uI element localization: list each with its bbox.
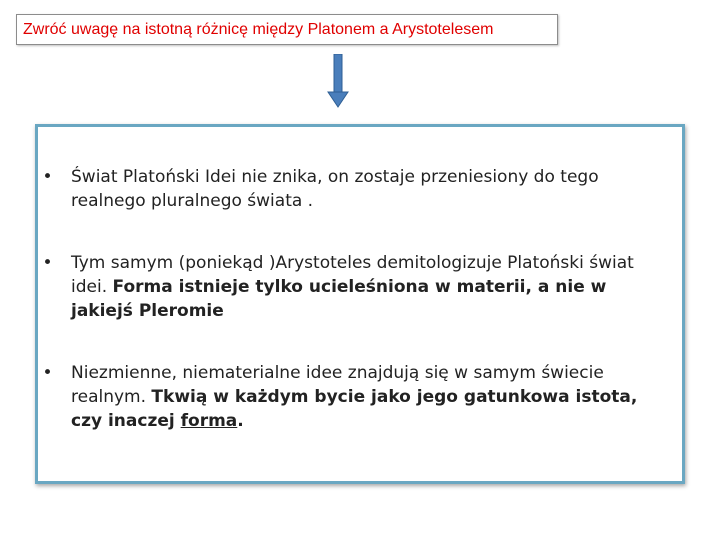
bullet-plain-text: Niezmienne, niematerialne idee znajdują się w samym świecie realnym.	[71, 363, 604, 407]
bullet-bold-text: Tkwią w każdym bycie jako jego gatunkowa istota, czy inaczej	[71, 387, 638, 431]
slide-title-box	[16, 14, 558, 45]
bullet-dot: •	[42, 363, 53, 383]
bullet-tail-text: .	[237, 411, 244, 431]
content-frame	[35, 124, 685, 484]
bullet-plain-text: Tym samym (poniekąd )Arystoteles demitologizuje Platoński świat idei.	[71, 253, 634, 297]
list-item	[38, 251, 682, 323]
bullet-bold-text: Forma istnieje tylko ucieleśniona w materii, a nie w jakiejś Pleromie	[71, 277, 607, 321]
list-item	[38, 165, 682, 213]
bullet-dot: •	[42, 253, 53, 273]
bullet-plain-text: Świat Platoński Idei nie znika, on zostaje przeniesiony do tego realnego pluralnego świata .	[71, 167, 599, 211]
slide-title: Zwróć uwagę na istotną różnicę między Platonem a Arystotelesem	[23, 20, 494, 38]
bullet-text	[71, 251, 666, 323]
down-arrow-icon	[327, 54, 349, 108]
bullet-text	[71, 165, 666, 213]
list-item	[38, 361, 682, 433]
bullet-bold-underlined-text: forma	[180, 411, 238, 431]
bullet-dot: •	[42, 167, 53, 187]
bullet-list	[38, 165, 682, 471]
bullet-text	[71, 361, 666, 433]
